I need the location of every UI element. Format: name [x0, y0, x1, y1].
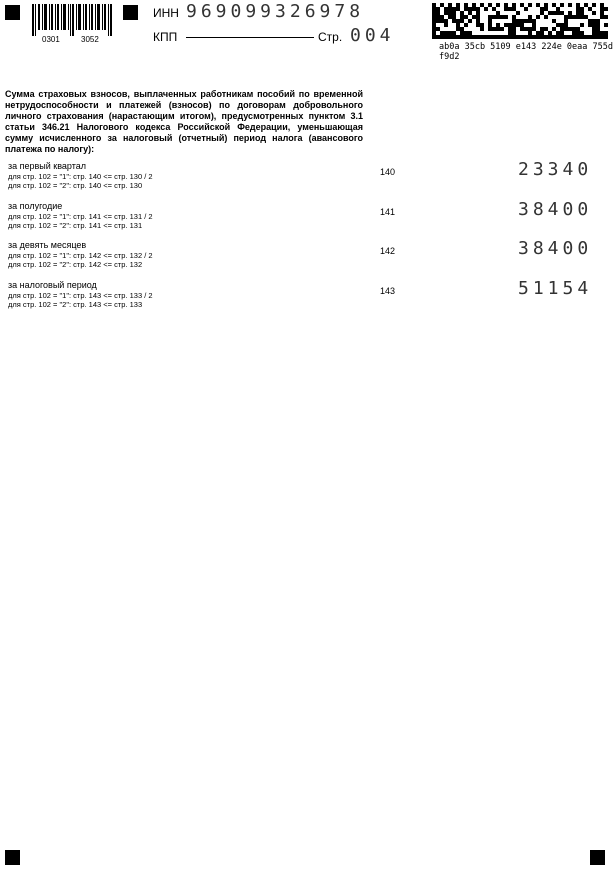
- barcode-cell: [552, 3, 556, 7]
- barcode-cell: [544, 35, 548, 39]
- barcode-cell: [544, 3, 548, 7]
- barcode-cell: [588, 7, 592, 11]
- kpp-empty-line: [186, 37, 314, 38]
- barcode-cell: [480, 3, 484, 7]
- inn-label: ИНН: [153, 6, 179, 20]
- barcode-cell: [472, 3, 476, 7]
- barcode-cell: [472, 15, 476, 19]
- barcode-cell: [528, 31, 532, 35]
- barcode-cell: [576, 31, 580, 35]
- barcode-cell: [480, 23, 484, 27]
- barcode-cell: [552, 27, 556, 31]
- barcode-cell: [488, 15, 492, 19]
- barcode-cell: [512, 23, 516, 27]
- line-141-rule-2: для стр. 102 = "2": стр. 141 <= стр. 131: [8, 221, 143, 230]
- barcode-cell: [456, 7, 460, 11]
- barcode-cell: [488, 19, 492, 23]
- line-140-value[interactable]: 23340: [518, 159, 593, 180]
- line-140-code: 140: [380, 167, 396, 177]
- barcode-cell: [508, 35, 512, 39]
- linear-barcode: [32, 4, 112, 36]
- line-143: [8, 280, 608, 320]
- barcode-cell: [540, 27, 544, 31]
- barcode-cell: [488, 3, 492, 7]
- barcode-cell: [464, 3, 468, 7]
- barcode-cell: [472, 35, 476, 39]
- barcode-cell: [552, 11, 556, 15]
- barcode-cell: [516, 35, 520, 39]
- barcode-cell: [540, 31, 544, 35]
- barcode-cell: [468, 19, 472, 23]
- barcode-cell: [500, 35, 504, 39]
- barcode-number-left: 0301: [42, 35, 60, 44]
- barcode-cell: [544, 27, 548, 31]
- barcode-cell: [456, 19, 460, 23]
- section-title: Сумма страховых взносов, выплаченных работникам пособий по временной нетрудоспособности и платежей (взносов) по договорам добровольного личного страхования (нарастающим итогом), предусмотренных пунктом 3.1 статьи 346.21 Налогового кодекса Российской Федерации, уменьшающая сумму исчисленного за налоговый (отчетный) период налога (авансового платежа по налогу):: [5, 89, 363, 154]
- barcode-cell: [476, 23, 480, 27]
- barcode-cell: [448, 31, 452, 35]
- barcode-cell: [448, 35, 452, 39]
- line-141-code: 141: [380, 207, 396, 217]
- barcode-cell: [568, 15, 572, 19]
- barcode-cell: [572, 31, 576, 35]
- barcode-cell: [556, 11, 560, 15]
- barcode-cell: [500, 27, 504, 31]
- barcode-cell: [508, 7, 512, 11]
- barcode-cell: [576, 7, 580, 11]
- barcode-cell: [460, 31, 464, 35]
- barcode-cell: [464, 15, 468, 19]
- barcode-cell: [456, 3, 460, 7]
- barcode-cell: [440, 3, 444, 7]
- barcode-cell: [460, 35, 464, 39]
- barcode-cell: [520, 19, 524, 23]
- barcode-cell: [484, 35, 488, 39]
- barcode-cell: [504, 23, 508, 27]
- barcode-cell: [508, 31, 512, 35]
- barcode-cell: [476, 11, 480, 15]
- barcode-cell: [464, 35, 468, 39]
- kpp-label: КПП: [153, 30, 178, 44]
- line-142-rule-1: для стр. 102 = "1": стр. 142 <= стр. 132 / 2: [8, 251, 153, 260]
- corner-marker-bottom-left: [5, 850, 20, 865]
- line-140: [8, 161, 608, 201]
- barcode-cell: [520, 35, 524, 39]
- line-142-value[interactable]: 38400: [518, 238, 593, 259]
- barcode-cell: [524, 35, 528, 39]
- barcode-cell: [568, 27, 572, 31]
- barcode-cell: [432, 7, 436, 11]
- barcode-cell: [460, 19, 464, 23]
- barcode-cell: [604, 15, 608, 19]
- barcode-cell: [588, 23, 592, 27]
- barcode-cell: [580, 23, 584, 27]
- barcode-cell: [592, 35, 596, 39]
- barcode-cell: [524, 27, 528, 31]
- barcode-cell: [504, 35, 508, 39]
- line-141-label: за полугодие: [8, 201, 63, 211]
- barcode-cell: [512, 31, 516, 35]
- barcode-cell: [540, 35, 544, 39]
- barcode-cell: [452, 7, 456, 11]
- barcode-cell: [604, 7, 608, 11]
- barcode-cell: [524, 19, 528, 23]
- barcode-cell: [584, 15, 588, 19]
- barcode-cell: [516, 19, 520, 23]
- barcode-cell: [512, 19, 516, 23]
- barcode-cell: [436, 11, 440, 15]
- barcode-cell: [448, 3, 452, 7]
- barcode-cell: [572, 35, 576, 39]
- barcode-cell: [560, 27, 564, 31]
- barcode-cell: [552, 35, 556, 39]
- barcode-cell: [448, 15, 452, 19]
- barcode-cell: [496, 35, 500, 39]
- 2d-barcode: [432, 3, 608, 39]
- barcode-cell: [556, 23, 560, 27]
- barcode-cell: [476, 19, 480, 23]
- barcode-cell: [504, 15, 508, 19]
- barcode-cell: [460, 11, 464, 15]
- barcode-cell: [464, 23, 468, 27]
- barcode-cell: [544, 15, 548, 19]
- barcode-cell: [584, 3, 588, 7]
- barcode-cell: [432, 27, 436, 31]
- barcode-cell: [492, 7, 496, 11]
- barcode-cell: [532, 23, 536, 27]
- barcode-cell: [440, 19, 444, 23]
- barcode-cell: [564, 27, 568, 31]
- barcode-cell: [560, 3, 564, 7]
- barcode-cell: [468, 7, 472, 11]
- barcode-cell: [512, 3, 516, 7]
- barcode-cell: [496, 27, 500, 31]
- 2d-barcode-caption: ab0a 35cb 5109 e143 224e 0eaa 755d f9d2: [439, 42, 613, 62]
- barcode-cell: [432, 15, 436, 19]
- barcode-cell: [528, 27, 532, 31]
- barcode-cell: [528, 15, 532, 19]
- barcode-cell: [568, 11, 572, 15]
- line-141-value[interactable]: 38400: [518, 199, 593, 220]
- barcode-cell: [580, 7, 584, 11]
- line-142-label: за девять месяцев: [8, 240, 87, 250]
- barcode-cell: [600, 3, 604, 7]
- barcode-cell: [576, 27, 580, 31]
- barcode-cell: [596, 31, 600, 35]
- barcode-cell: [552, 19, 556, 23]
- barcode-cell: [512, 7, 516, 11]
- barcode-cell: [592, 11, 596, 15]
- barcode-cell: [568, 35, 572, 39]
- page-number: 004: [350, 25, 395, 46]
- barcode-cell: [448, 11, 452, 15]
- barcode-cell: [568, 3, 572, 7]
- barcode-cell: [504, 7, 508, 11]
- barcode-cell: [496, 11, 500, 15]
- barcode-cell: [572, 27, 576, 31]
- barcode-cell: [580, 15, 584, 19]
- barcode-cell: [560, 11, 564, 15]
- barcode-cell: [448, 7, 452, 11]
- barcode-cell: [516, 23, 520, 27]
- barcode-cell: [580, 11, 584, 15]
- barcode-cell: [484, 7, 488, 11]
- barcode-cell: [588, 35, 592, 39]
- barcode-cell: [532, 19, 536, 23]
- barcode-cell: [480, 35, 484, 39]
- barcode-cell: [592, 31, 596, 35]
- barcode-cell: [508, 27, 512, 31]
- barcode-cell: [432, 35, 436, 39]
- barcode-cell: [596, 19, 600, 23]
- barcode-cell: [572, 15, 576, 19]
- barcode-cell: [504, 3, 508, 7]
- barcode-cell: [436, 35, 440, 39]
- barcode-cell: [600, 31, 604, 35]
- barcode-cell: [488, 35, 492, 39]
- barcode-cell: [432, 23, 436, 27]
- barcode-cell: [440, 15, 444, 19]
- barcode-cell: [436, 19, 440, 23]
- barcode-cell: [456, 35, 460, 39]
- barcode-cell: [508, 23, 512, 27]
- barcode-cell: [468, 11, 472, 15]
- barcode-cell: [540, 11, 544, 15]
- barcode-cell: [528, 35, 532, 39]
- line-141: [8, 201, 608, 241]
- barcode-cell: [520, 27, 524, 31]
- barcode-cell: [520, 3, 524, 7]
- barcode-cell: [436, 15, 440, 19]
- barcode-cell: [600, 7, 604, 11]
- barcode-cell: [436, 7, 440, 11]
- barcode-cell: [476, 15, 480, 19]
- barcode-cell: [536, 35, 540, 39]
- line-142: [8, 240, 608, 280]
- barcode-cell: [576, 11, 580, 15]
- barcode-cell: [468, 35, 472, 39]
- line-142-code: 142: [380, 246, 396, 256]
- barcode-cell: [580, 31, 584, 35]
- barcode-cell: [452, 35, 456, 39]
- barcode-cell: [512, 27, 516, 31]
- barcode-cell: [564, 35, 568, 39]
- barcode-cell: [432, 11, 436, 15]
- line-140-rule-1: для стр. 102 = "1": стр. 140 <= стр. 130 / 2: [8, 172, 153, 181]
- barcode-cell: [444, 23, 448, 27]
- barcode-cell: [536, 31, 540, 35]
- barcode-cell: [492, 15, 496, 19]
- line-142-rule-2: для стр. 102 = "2": стр. 142 <= стр. 132: [8, 260, 143, 269]
- line-141-rule-1: для стр. 102 = "1": стр. 141 <= стр. 131 / 2: [8, 212, 153, 221]
- barcode-cell: [472, 7, 476, 11]
- line-143-code: 143: [380, 286, 396, 296]
- barcode-cell: [548, 11, 552, 15]
- barcode-cell: [488, 23, 492, 27]
- barcode-cell: [436, 27, 440, 31]
- barcode-cell: [440, 31, 444, 35]
- page-label: Стр.: [318, 30, 343, 44]
- barcode-cell: [456, 27, 460, 31]
- barcode-cell: [476, 7, 480, 11]
- barcode-cell: [600, 15, 604, 19]
- corner-marker-top-left: [5, 5, 20, 20]
- barcode-cell: [464, 31, 468, 35]
- barcode-cell: [512, 35, 516, 39]
- barcode-cell: [476, 35, 480, 39]
- barcode-cell: [480, 27, 484, 31]
- barcode-cell: [596, 35, 600, 39]
- barcode-cell: [452, 11, 456, 15]
- inn-value: 969099326978: [186, 1, 365, 22]
- barcode-cell: [556, 7, 560, 11]
- barcode-cell: [500, 15, 504, 19]
- barcode-cell: [460, 15, 464, 19]
- barcode-cell: [560, 35, 564, 39]
- barcode-number-right: 3052: [81, 35, 99, 44]
- barcode-cell: [452, 19, 456, 23]
- barcode-cell: [460, 27, 464, 31]
- barcode-cell: [604, 23, 608, 27]
- barcode-cell: [576, 15, 580, 19]
- barcode-cell: [444, 19, 448, 23]
- barcode-cell: [516, 11, 520, 15]
- line-143-label: за налоговый период: [8, 280, 97, 290]
- barcode-cell: [432, 19, 436, 23]
- barcode-cell: [456, 23, 460, 27]
- barcode-cell: [592, 19, 596, 23]
- barcode-cell: [580, 35, 584, 39]
- barcode-cell: [444, 11, 448, 15]
- barcode-cell: [524, 7, 528, 11]
- barcode-cell: [464, 7, 468, 11]
- barcode-cell: [444, 35, 448, 39]
- line-140-rule-2: для стр. 102 = "2": стр. 140 <= стр. 130: [8, 181, 143, 190]
- barcode-cell: [584, 35, 588, 39]
- barcode-cell: [540, 7, 544, 11]
- barcode-cell: [564, 15, 568, 19]
- barcode-cell: [604, 31, 608, 35]
- barcode-cell: [496, 15, 500, 19]
- barcode-cell: [560, 23, 564, 27]
- barcode-cell: [576, 3, 580, 7]
- corner-marker-bottom-right: [590, 850, 605, 865]
- barcode-cell: [452, 31, 456, 35]
- barcode-cell: [452, 15, 456, 19]
- barcode-cell: [592, 23, 596, 27]
- barcode-cell: [532, 27, 536, 31]
- corner-marker-top-middle: [123, 5, 138, 20]
- barcode-cell: [528, 3, 532, 7]
- barcode-cell: [604, 35, 608, 39]
- barcode-cell: [596, 23, 600, 27]
- barcode-cell: [492, 35, 496, 39]
- barcode-cell: [592, 27, 596, 31]
- barcode-cell: [496, 23, 500, 27]
- barcode-cell: [444, 31, 448, 35]
- barcode-cell: [564, 19, 568, 23]
- barcode-cell: [588, 19, 592, 23]
- line-143-rule-2: для стр. 102 = "2": стр. 143 <= стр. 133: [8, 300, 143, 309]
- barcode-cell: [528, 19, 532, 23]
- barcode-cell: [596, 27, 600, 31]
- barcode-cell: [444, 7, 448, 11]
- barcode-cell: [520, 23, 524, 27]
- barcode-cell: [556, 31, 560, 35]
- barcode-cell: [564, 23, 568, 27]
- barcode-cell: [592, 3, 596, 7]
- barcode-cell: [536, 15, 540, 19]
- barcode-cell: [548, 35, 552, 39]
- barcode-cell: [496, 3, 500, 7]
- barcode-cell: [512, 15, 516, 19]
- barcode-cell: [492, 27, 496, 31]
- barcode-cell: [600, 11, 604, 15]
- barcode-cell: [488, 27, 492, 31]
- barcode-cell: [532, 35, 536, 39]
- barcode-cell: [544, 7, 548, 11]
- barcode-cell: [600, 35, 604, 39]
- barcode-cell: [432, 31, 436, 35]
- barcode-cell: [536, 3, 540, 7]
- barcode-cell: [560, 31, 564, 35]
- barcode-cell: [576, 35, 580, 39]
- barcode-cell: [432, 3, 436, 7]
- line-140-label: за первый квартал: [8, 161, 87, 171]
- barcode-cell: [468, 31, 472, 35]
- barcode-cell: [556, 35, 560, 39]
- line-143-value[interactable]: 51154: [518, 278, 593, 299]
- line-143-rule-1: для стр. 102 = "1": стр. 143 <= стр. 133 / 2: [8, 291, 153, 300]
- barcode-cell: [440, 35, 444, 39]
- barcode-cell: [548, 31, 552, 35]
